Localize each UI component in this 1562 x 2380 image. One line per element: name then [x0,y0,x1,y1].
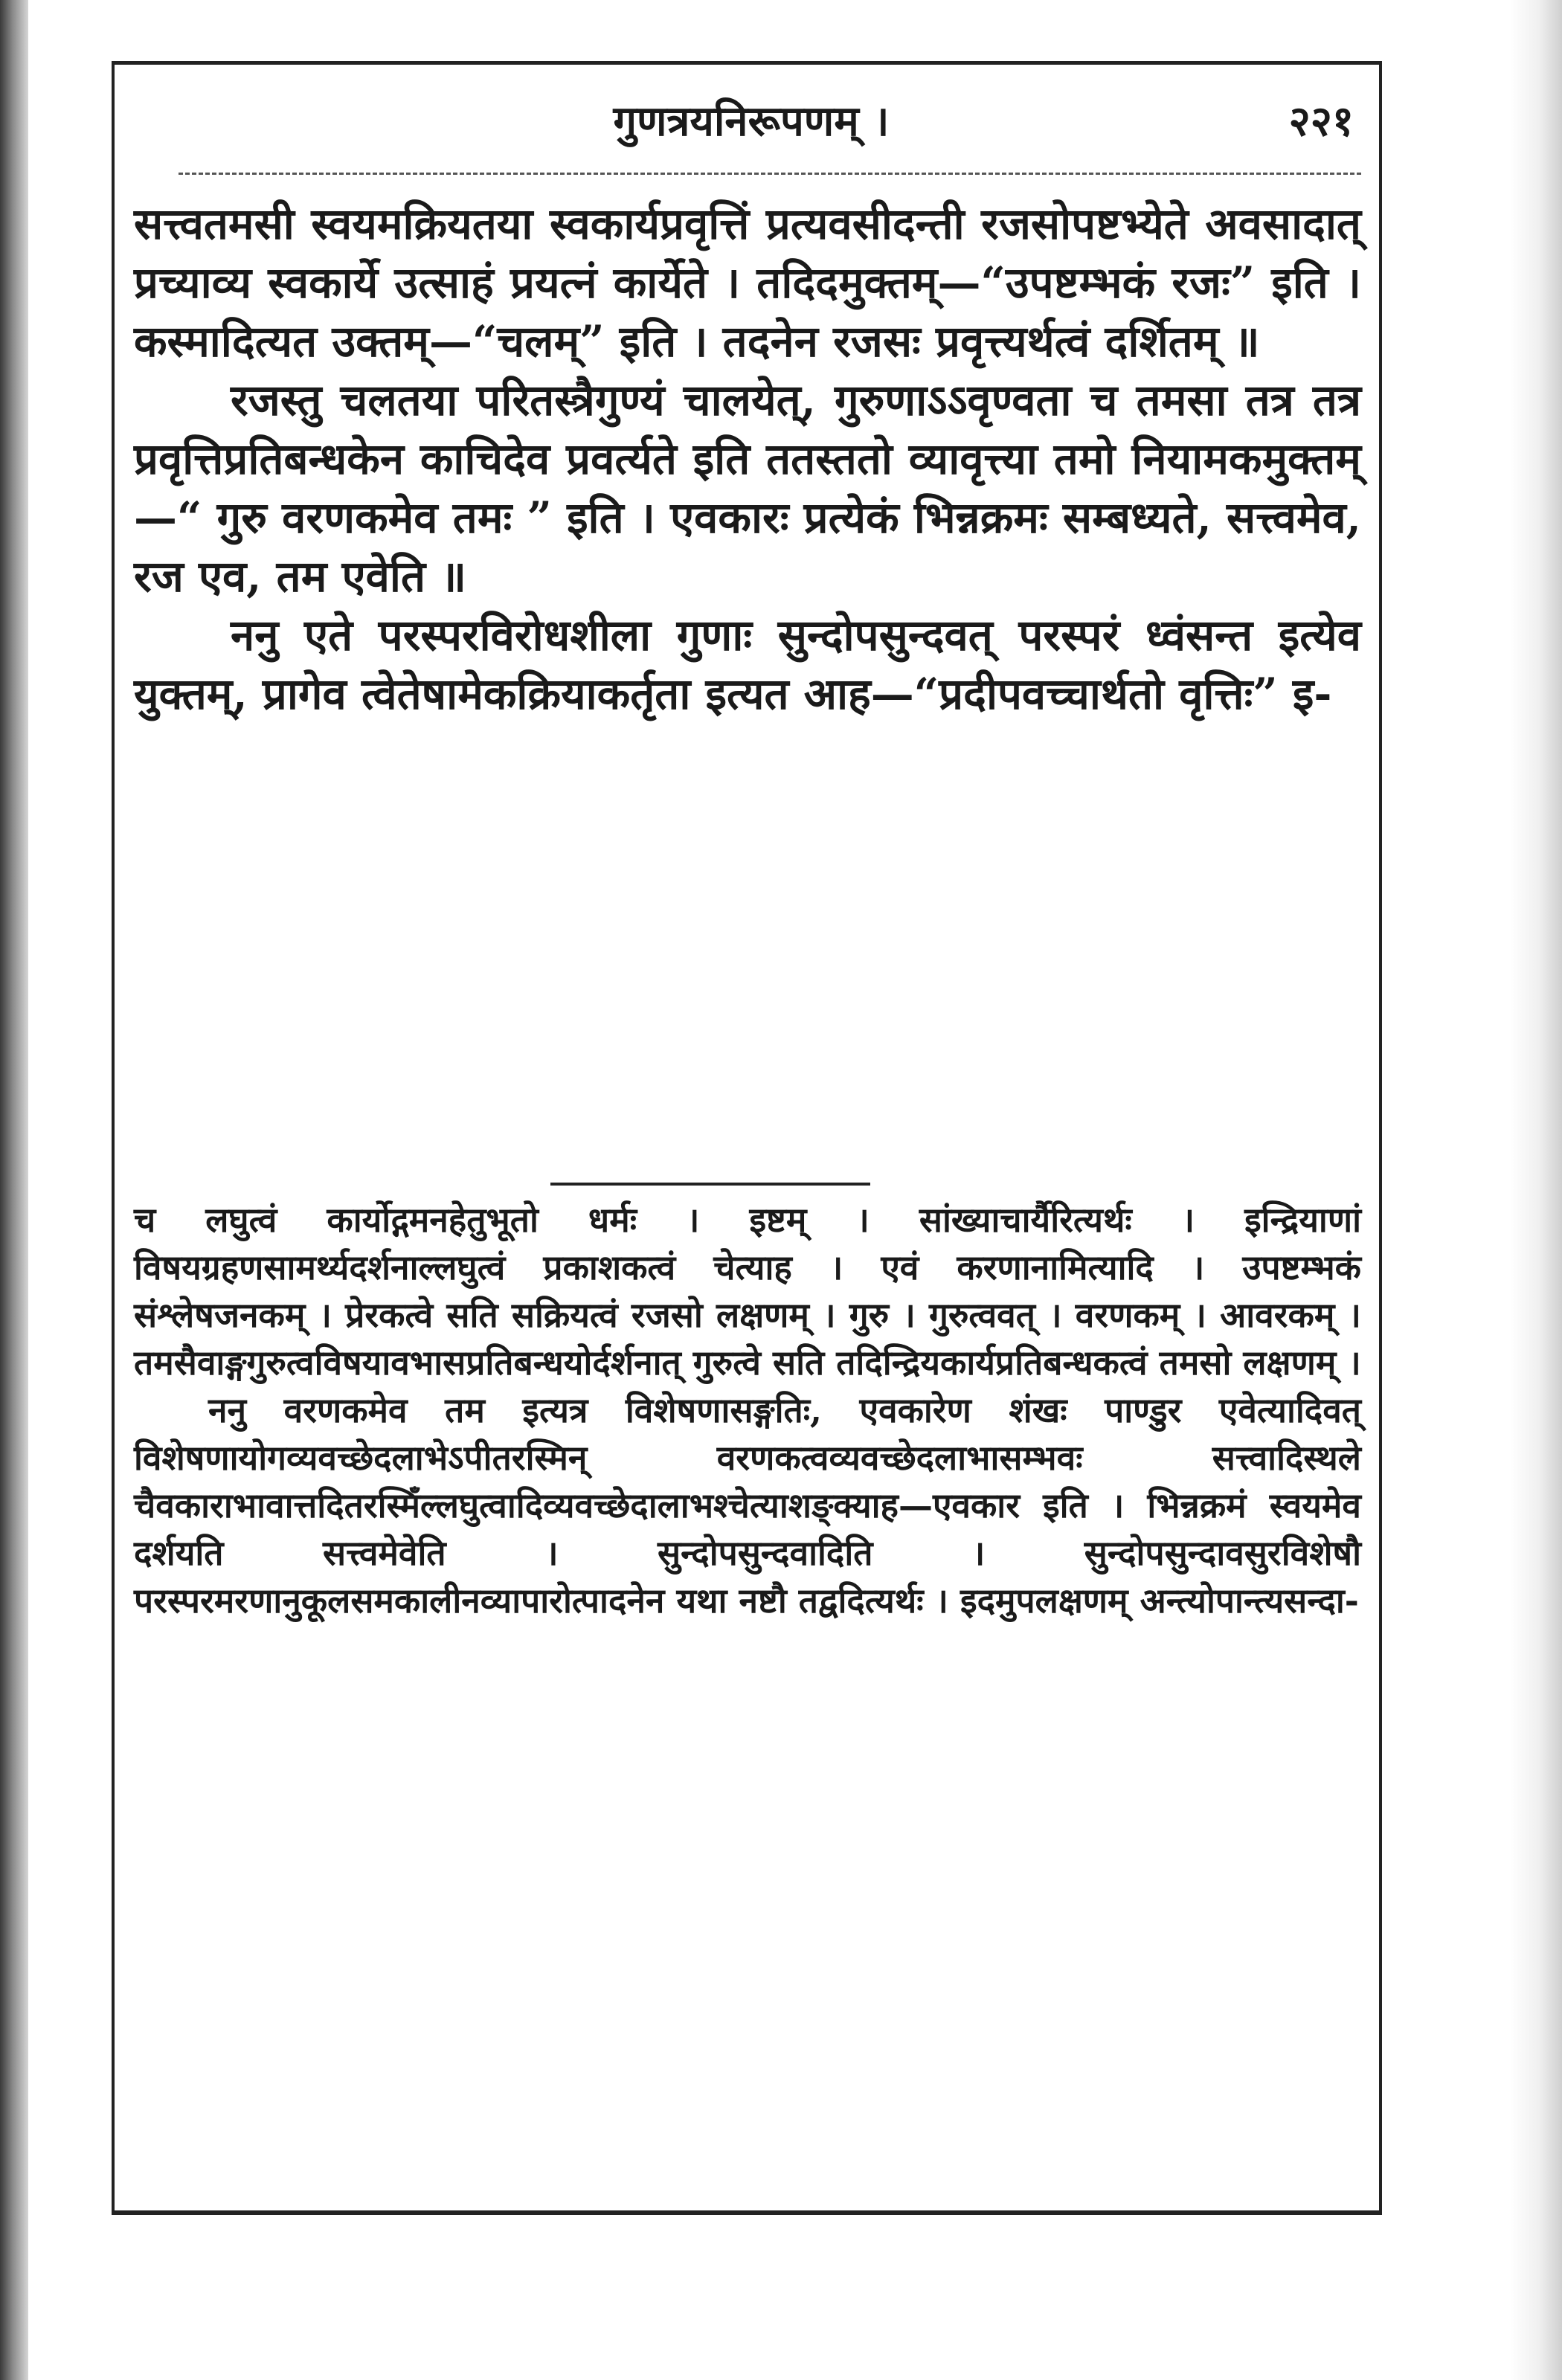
main-text [134,195,1361,724]
commentary-separator [550,1183,870,1186]
header-dashed-rule [179,173,1361,175]
main-paragraph: सत्त्वतमसी स्वयमक्रियतया स्वकार्यप्रवृत्तिं प्रत्यवसीदन्ती रजसोपष्टभ्येते अवसादात् प्रच्याव्य स्वकार्ये उत्साहं प्रयत्नं कार्येते । तदिदमुक्तम्—“उपष्टम्भकं रजः” इति । कस्मादित्यत उक्तम्—“चलम्” इति । तदनेन रजसः प्रवृत्त्यर्थत्वं दर्शितम् ॥ [134,199,1361,367]
main-paragraph: ननु एते परस्परविरोधशीला गुणाः सुन्दोपसुन्दवत् परस्परं ध्वंसन्त इत्येव युक्तम्, प्रागेव त्वेतेषामेकक्रियाकर्तृता इत्यत आह—“प्रदीपवच्चार्थतो वृत्तिः” इ- [134,610,1361,719]
bottom-rule [112,2210,1382,2215]
page-right-edge [1510,0,1562,2380]
running-title: गुणत्रयनिरूपणम् । [613,97,890,146]
book-binding-edge [0,0,28,2380]
commentary-paragraph: च लघुत्वं कार्योद्गमनहेतुभूतो धर्मः । इष्टम् । सांख्याचार्यैरित्यर्थः । इन्द्रियाणां विषयग्रहणसामर्थ्यदर्शनाल्लघुत्वं प्रकाशकत्वं चेत्याह । एवं करणानामित्यादि । उपष्टम्भकं संश्लेषजनकम् । प्रेरकत्वे सति सक्रियत्वं रजसो लक्षणम् । गुरु । गुरुत्ववत् । वरणकम् । आवरकम् । तमसैवाङ्गगुरुत्वविषयावभासप्रतिबन्धयोर्दर्शनात् गुरुत्वे सति तदिन्द्रियकार्यप्रतिबन्धकत्वं तमसो लक्षणम् । [134,1200,1361,1383]
running-header [149,88,1354,155]
commentary-paragraph: ननु वरणकमेव तम इत्यत्र विशेषणासङ्गतिः, एवकारेण शंखः पाण्डुर एवेत्यादिवत् विशेषणायोगव्यवच्छेदलाभेऽपीतरस्मिन् वरणकत्वव्यवच्छेदलाभासम्भवः सत्त्वादिस्थले चैवकाराभावात्तदितरस्मिँल्लघुत्वादिव्यवच्छेदालाभश्चेत्याशङ्क्याह—एवकार इति । भिन्नक्रमं स्वयमेव दर्शयति सत्त्वमेवेति । सुन्दोपसुन्दवादिति । सुन्दोपसुन्दावसुरविशेषौ परस्परमरणानुकूलसमकालीनव्यापारोत्पादनेन यथा नष्टौ तद्वदित्यर्थः । इदमुपलक्षणम् अन्त्योपान्त्यसन्दा- [134,1390,1361,1621]
page-number: २२१ [1288,97,1354,146]
commentary [134,1196,1361,1624]
main-paragraph: रजस्तु चलतया परितस्त्रैगुण्यं चालयेत्, गुरुणाऽऽवृण्वता च तमसा तत्र तत्र प्रवृत्तिप्रतिबन्धकेन काचिदेव प्रवर्त्यते इति ततस्ततो व्यावृत्त्या तमो नियामकमुक्तम्—“ गुरु वरणकमेव तमः ” इति । एवकारः प्रत्येकं भिन्नक्रमः सम्बध्यते, सत्त्वमेव, रज एव, तम एवेति ॥ [134,375,1361,602]
